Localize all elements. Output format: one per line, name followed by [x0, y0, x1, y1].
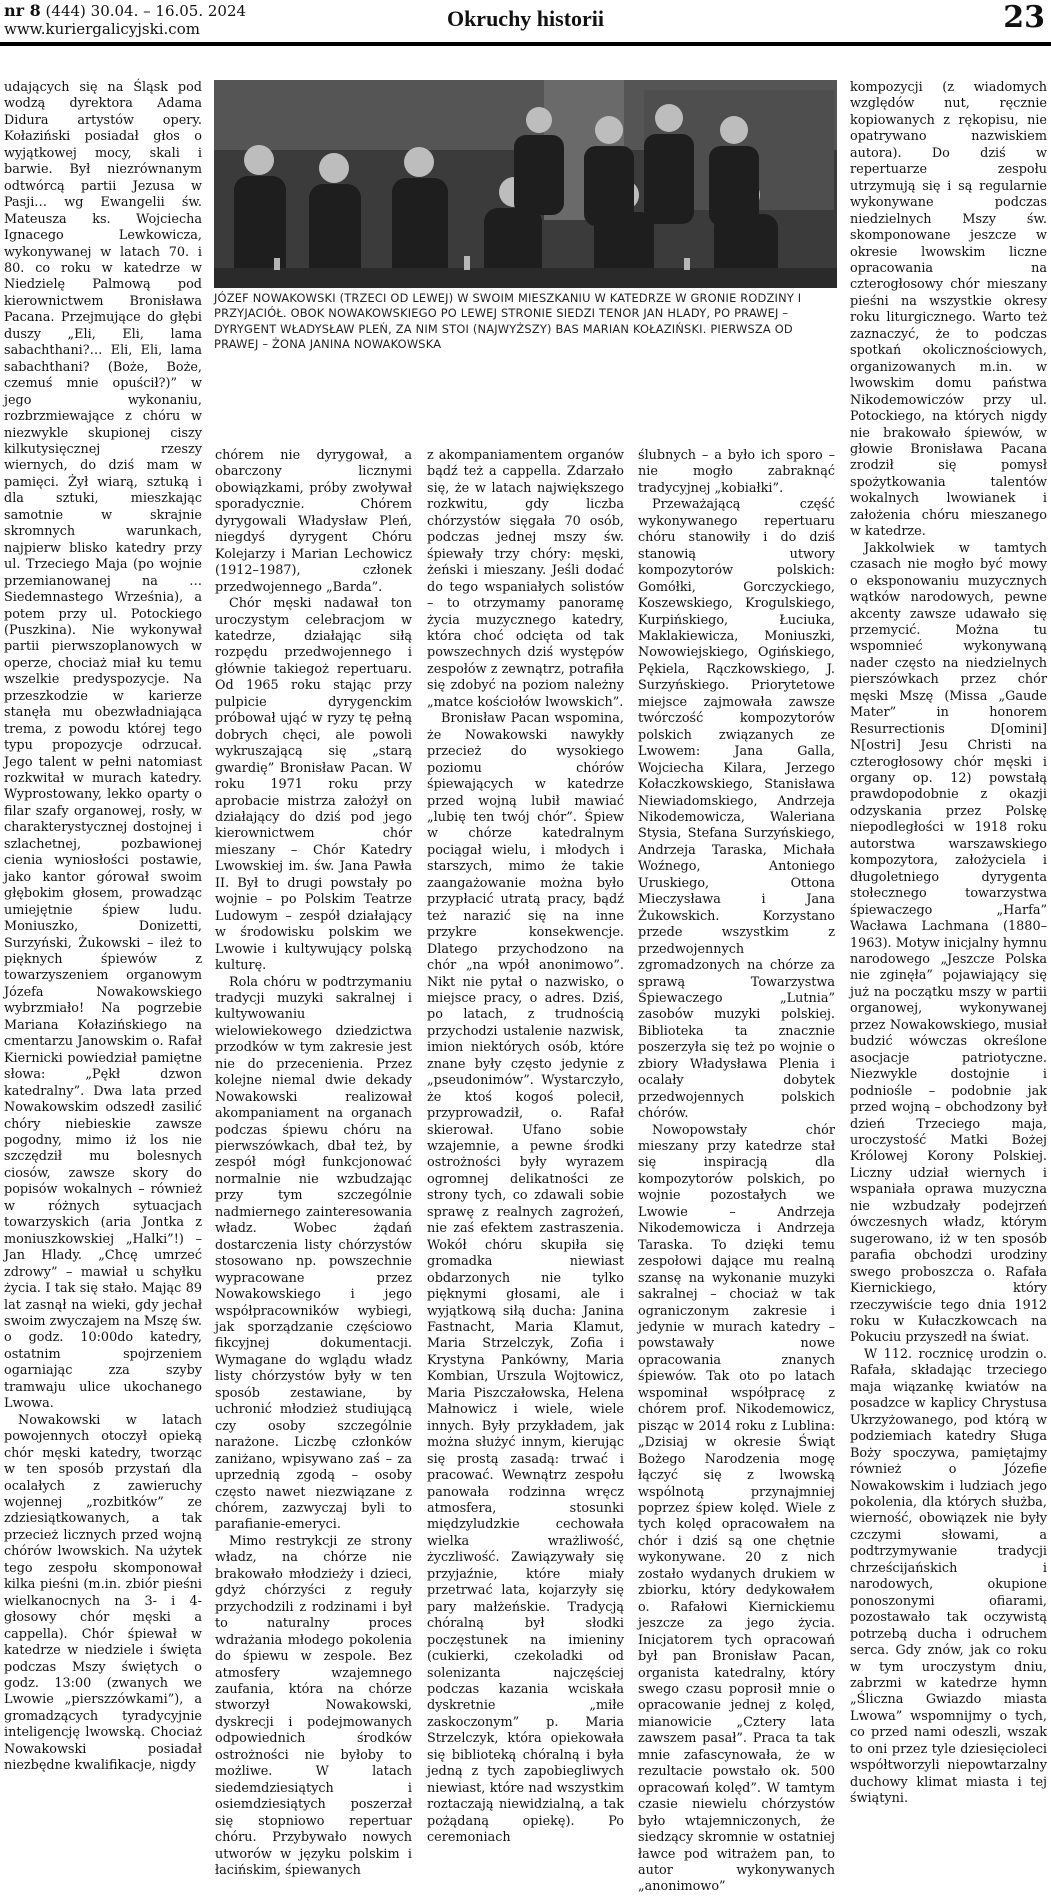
website-link[interactable]: www.kuriergalicyjski.com [4, 20, 200, 38]
section-title: Okruchy historii [446, 6, 605, 31]
article-column-3 [427, 448, 624, 1846]
article-paragraph: Jakkolwiek w tamtych czasach nie mogło być mowy o eksponowaniu muzycznych wątków narodowych, pewne akcenty zawsze udawało się przemycić. Można tu wspomnieć wykonywaną nader często na niedzielnych pierszówkach przez chór męski Mszę (Missa „Gaude Mater” in honorem Resurrectionis D[omini] N[ostri] Jesu Christi na czterogłosowy chór męski i organy op. 12) powstałą prawdopodobnie z okazji odzyskania przez Polskę niepodległości w 1918 roku autorstwa warszawskiego kompozytora, założyciela i długoletniego dyrygenta stołecznego towarzystwa śpiewaczego „Harfa” Wacława Lachmana (1880–1963). Motyw inicjalny hymnu narodowego „Jeszcze Polska nie zginęła” pojawiający się już na początku mszy w partii organowej, wykonywanej przez Nowakowskiego, musiał budzić wówczas określone asocjacje patriotyczne. Niezwykle dostojnie i podniośle – podobnie jak przed wojną – obchodzony był dzień Trzeciego maja, uroczystość Matki Bożej Królowej Korony Polskiej. Liczny udział wiernych i wspaniała oprawa muzyczna nie wzbudzały podejrzeń ówczesnych władz, którym sugerowano, iż w ten sposób parafia obchodzi urodziny swego proboszcza o. Rafała Kiernickiego, który rzeczywiście tego dnia 1912 roku w Kułaczkowcach na Pokuciu przyszedł na świat. [850, 540, 1047, 1346]
article-paragraph: ślubnych – a było ich sporo – nie mogło zabraknąć tradycyjnej „kobiałki”. [638, 448, 835, 496]
group-photo-illustration [214, 80, 837, 288]
article-paragraph: W 112. rocznicę urodzin o. Rafała, składając trzeciego maja wiązankę kwiatów na posadzce w kaplicy Chrystusa Ukrzyżowanego, pod którą w podziemiach katedry Sługa Boży spoczywa, pamiętajmy również o Józefie Nowakowskim i ludziach jego pokolenia, dla których służba, wierność, obowiązek nie były czczymi słowami, a podtrzymywanie tradycji chrześcijańskich i narodowych, okupione ponoszonymi ofiarami, pozostawało tak oczywistą potrzebą ducha i odruchem serca. Gdy znów, jak co roku w tym uroczystym dniu, zabrzmi w katedrze hymn „Śliczna Gwiazdo miasta Lwowa” wspomnijmy o tych, co przed nami odeszli, wszak to oni przez tyle dziesięcioleci współtworzyli niepowtarzalny duchowy klimat miasta i tej świątyni. [850, 1346, 1047, 1807]
header-rule [0, 42, 1051, 46]
article-paragraph: Przeważającą część wykonywanego repertuaru chóru stanowiły i do dziś stanowią utwory kompozytorów polskich: Gomółki, Gorczyckiego, Koszewskiego, Krogulskiego, Kurpińskiego, Łuciuka, Maklakiewicza, Moniuszki, Nowowiejskiego, Ogińskiego, Pękiela, Rączkowskiego, J. Surzyńskiego. Priorytetowe miejsce zajmowała zawsze twórczość kompozytorów polskich związanych ze Lwowem: Jana Galla, Wojciecha Kilara, Jerzego Kołaczkowskiego, Stanisława Niewiadomskiego, Andrzeja Nikodemowicza, Waleriana Stysia, Stefana Surzyńskiego, Andrzeja Taraska, Michała Woźnego, Antoniego Uruskiego, Ottona Mieczysława i Jana Żukowskich. Korzystano przede wszystkim z przedwojennych zgromadzonych na chórze za sprawą Towarzystwa Śpiewaczego „Lutnia” zasobów muzyki polskiej. Biblioteka ta znacznie poszerzyła się też po wojnie o zbiory Władysława Plenia i ocalały dobytek przedwojennych polskich chórów. [638, 497, 835, 1122]
article-paragraph: Rola chóru w podtrzymaniu tradycji muzyki sakralnej i kultywowaniu wielowiekowego dziedzictwa przodków w tym zakresie jest nie do przecenienia. Przez kolejne niemal dwie dekady Nowakowski realizował akompaniament na organach podczas śpiewu chóru na pierwszówkach, dbał też, by zespół mógł funkcjonować normalnie nie wzbudzając przy tym szczególnie nadmiernego zainteresowania władz. Wobec żądań dostarczenia listy chórzystów stosowano np. powszechnie wypracowane przez Nowakowskiego i jego współpracowników wybiegi, jak sporządzanie częściowo fikcyjnej dokumentacji. Wymagane do wglądu władz listy chórzystów były w ten sposób zestawiane, by uchronić młodzież studiującą czy osoby szczególnie narażone. Liczbę członków zaniżano, wpisywano zaś – za uprzednią zgodą – osoby często nawet niezwiązane z chórem, zazwyczaj byli to parafianie-emeryci. [215, 974, 412, 1533]
article-paragraph: kompozycji (z wiadomych względów nut, ręcznie kopiowanych z rękopisu, nie opatrywano nazwiskiem autora). Do dziś w repertuarze zespołu utrzymują się i są regularnie wykonywane podczas niedzielnych Mszy św. skomponowane jeszcze w okresie lwowskim liczne opracowania na czterogłosowy chór mieszany pieśni na wszystkie okresy roku liturgicznego. Warto też zaznaczyć, że to podczas spotkań okolicznościowych, organizowanych m.in. w lwowskim domu państwa Nikodemowiczów przy ul. Potockiego, na których nigdy nie brakowało śpiewów, w głowie Bronisława Pacana zrodził się pomysł spożytkowania talentów wokalnych lwowianek i założenia chóru mieszanego w katedrze. [850, 80, 1047, 540]
page-header [0, 0, 1051, 46]
article-column-1 [4, 80, 202, 1774]
article-paragraph: Chór męski nadawał ton uroczystym celebracjom w katedrze, działając siłą rozpędu przedwojennego i głównie takiegoż repertuaru. Od 1965 roku stając przy pulpicie dyrygenckim próbował ująć w ryzy tę pełną dobrych chęci, ale powoli wykruszającą się „starą gwardię” Bronisław Pacan. W roku 1971 roku przy aprobacie mistrza założył on działający do dziś pod jego kierownictwem chór mieszany – Chór Katedry Lwowskiej im. św. Jana Pawła II. Był to drugi powstały po wojnie – po Polskim Teatrze Ludowym – zespół działający w środowisku polskim we Lwowie i kultywujący polską kulturę. [215, 596, 412, 974]
photo-caption: JÓZEF NOWAKOWSKI (TRZECI OD LEWEJ) W SWOIM MIESZKANIU W KATEDRZE W GRONIE RODZINY I PRZYJACIÓŁ. OBOK NOWAKOWSKIEGO PO LEWEJ STRONIE SIEDZI TENOR JAN HLADY, PO PRAWEJ – DYRYGENT WŁADYSŁAW PLEŃ, ZA NIM STOI (NAJWYŻSZY) BAS MARIAN KOŁAZIŃSKI. PIERWSZA OD PRAWEJ – ŻONA JANINA NOWAKOWSKA [214, 291, 802, 352]
article-column-5 [850, 80, 1047, 1807]
article-paragraph: Nowakowski w latach powojennych otoczył opieką chór męski katedry, tworząc w ten sposób przystań dla ocalałych z zawieruchy wojennej „rozbitków” ze zdziesiątkowanych, a tak przecież licznych przed wojną chórów lwowskich. Na użytek tego zespołu skomponował kilka pieśni (m.in. zbiór pieśni wielkanocnych na 3- i 4-głosowy chór męski a cappella). Chór śpiewał w katedrze w niedziele i święta podczas Mszy świętych o godz. 13:00 (zwanych we Lwowie „pierszzówkami”), a gromadzących tyradycyjnie inteligencję lwowską. Chociaż Nowakowski posiadał niezbędne kwalifikacje, nigdy [4, 1412, 202, 1774]
issue-number: nr 8 [4, 1, 41, 20]
page-number: 23 [1003, 0, 1045, 35]
article-paragraph: z akompaniamentem organów bądź też a cappella. Zdarzało się, że w latach największego rozkwitu, gdy liczba chórzystów sięgała 70 osób, podczas jednej mszy św. śpiewały trzy chóry: męski, żeński i mieszany. Jeśli dodać do tego wspaniałych solistów – to otrzymamy panoramę życia muzycznego katedry, która choć odcięta od tak powszechnych dziś występów zespołów z zewnątrz, potrafiła się zdobyć na poziom należny „matce kościołów lwowskich”. [427, 448, 624, 710]
article-paragraph: Mimo restrykcji ze strony władz, na chórze nie brakowało młodzieży i dzieci, gdyż chórzyści z reguły przychodzili z rodzinami i był to naturalny proces wdrażania młodego pokolenia do śpiewu w zespole. Bez atmosfery wzajemnego zaufania, która na chórze stworzył Nowakowski, dyskrecji i podejmowanych odpowiednich środków ostrożności nie byłoby to możliwe. W latach siedemdziesiątych i osiemdziesiątych poszerzał się stopniowo repertuar chóru. Przybywało nowych utworów w języku polskim i łacińskim, śpiewanych [215, 1533, 412, 1878]
article-paragraph: Bronisław Pacan wspomina, że Nowakowski nawykły przecież do wysokiego poziomu chórów śpiewających w katedrze przed wojną lubił mawiać „lubię ten twój chór”. Śpiew w chórze katedralnym pociągał wielu, i młodych i starszych, mimo że takie zaangażowanie można było przypłacić utratą pracy, bądź też narazić się na inne przykre konsekwencje. Dlatego przychodzono na chór „na wpół anonimowo”. Nikt nie pytał o nazwisko, o miejsce pracy, o adres. Dziś, po latach, z trudnością przychodzi ustalenie nazwisk, imion niektórych osób, które znane były często jedynie z „pseudonimów”. Wystarczyło, że ktoś kogoś polecił, przyprowadził, o. Rafał skierował. Ufano sobie wzajemnie, a pewne środki ostrożności były wyrazem ogromnej delikatności ze strony tych, co zdawali sobie sprawę z realnych zagrożeń, nie zaś efektem zastraszenia. Wokół chóru skupiła się gromadka niewiast obdarzonych nie tylko pięknymi głosami, ale i wyjątkową siłą ducha: Janina Fastnacht, Maria Klamut, Maria Strzelczyk, Zofia i Krystyna Pankówny, Maria Kombian, Urszula Wojtowicz, Maria Piszczałowska, Helena Małnowicz i wiele, wiele innych. Były przykładem, jak można służyć innym, kierując się prostą zasadą: trwać i pracować. Wewnątrz zespołu panowała rodzinna wręcz atmosfera, stosunki międzyludzkie cechowała wielka wrażliwość, życzliwość. Zawiązywały się przyjaźnie, które miały przetrwać lata, kojarzyły się pary małżeńskie. Tradycją chóralną był słodki poczęstunek na imieniny (cukierki, czekoladki od solenizanta najczęściej podczas kazania wciskała dyskretnie „miłe zaskoczonym” p. Maria Strzelczyk, która opiekowała się biblioteką chóralną i była jedną z tych zapobiegliwych niewiast, które nad wszystkim roztaczają niewidzialną, a tak pożądaną opiekę). Po ceremoniach [427, 711, 624, 1846]
article-column-2 [215, 448, 412, 1878]
group-photo [214, 80, 837, 288]
article-paragraph: chórem nie dyrygował, a obarczony licznymi obowiązkami, próby zwoływał sporadycznie. Chórem dyrygowali Władysław Pleń, niegdyś dyrygent Chóru Kolejarzy i Marian Lechowicz (1912–1987), członek przedwojennego „Barda”. [215, 448, 412, 595]
article-paragraph: udających się na Śląsk pod wodzą dyrektora Adama Didura artystów opery. Kołaziński posiadał głos o wyjątkowej mocy, skali i barwie. Był niezrównanym odtwórcą partii Jezusa w Pasji… wg Ewangelii św. Mateusza ks. Wojciecha Ignacego Lewkowicza, wykonywanej w latach 70. i 80. co roku w katedrze w Niedzielę Palmową pod kierownictwem Bronisława Pacana. Przejmujące do głębi duszy „Eli, Eli, lama sabachthani?… Eli, Eli, lama sabachthani? (Boże, Boże, czemuś mnie opuścił?)” w jego wykonaniu, rozbrzmiewające z chóru w niezwykle skupionej ciszy kilkutysięcznej rzeszy wiernych, do dziś mam w pamięci. Żył wiarą, sztuką i dla sztuki, mieszkając samotnie w skrajnie skromnych warunkach, najpierw blisko katedry przy ul. Trzeciego Maja (po wojnie przemianowanej na … Siedemnastego Września), a potem przy ul. Potockiego (Puszkina). Nie wykonywał partii pierwszoplanowych w operze, chociaż miał ku temu wszelkie predyspozycje. Na przeszkodzie w karierze stanęła mu obezwładniająca trema, z powodu której tego typu propozycje odrzucał. Jego talent w pełni natomiast rozkwitał w murach katedry. Wyprostowany, lekko oparty o filar szafy organowej, rosły, w charakterystycznej dostojnej i szlachetnej, pozbawionej cienia wyniosłości postawie, jako kantor górował swoim głębokim głosem, prowadząc umiejętnie śpiew ludu. Moniuszko, Donizetti, Surzyński, Żukowski – ileż to pięknych śpiewów z towarzyszeniem organowym Józefa Nowakowskiego wybrzmiało! Na pogrzebie Mariana Kołazińskiego na cmentarzu Janowskim o. Rafał Kiernicki powiedział pamiętne słowa: „Pękł dzwon katedralny”. Dwa lata przed Nowakowskim odszedł zasilić chóry niebieskie zawsze pogodny, mimo iż los nie szczędził mu bolesnych ciosów, zawsze skory do popisów wokalnych – również w różnych sytuacjach towarzyskich (aria Jontka z moniuszkowskiej „Halki”!) – Jan Hlady. „Chcę umrzeć zdrowy” – mawiał u schyłku życia. I tak się stało. Mając 89 lat zasnął na wieki, gdy jechał swoim zwyczajem na Mszę św. o godz. 10:00do katedry, ostatnim spojrzeniem ogarniając zza szyby tramwaju ulice ukochanego Lwowa. [4, 80, 202, 1412]
article-paragraph: Nowopowstały chór mieszany przy katedrze stał się inspiracją dla kompozytorów polskich, po wojnie pozostałych we Lwowie – Andrzeja Nikodemowicza i Andrzeja Taraska. To dzięki temu zespołowi dające mu realną szansę na wykonanie muzyki sakralnej – chociaż w tak ograniczonym zakresie i jedynie w murach katedry – powstawały nowe opracowania znanych śpiewów. Tak oto po latach wspominał współpracę z chórem prof. Nikodemowicz, pisząc w 2014 roku z Lublina: „Dzisiaj w okresie Świąt Bożego Narodzenia mogę łączyć się z lwowską wspólnotą przynajmniej poprzez śpiew kolęd. Wiele z tych kolęd opracowałem na chór i dziś są one chętnie wykonywane. 20 z nich zostało wydanych drukiem w zbiorku, który dedykowałem o. Rafałowi Kiernickiemu jeszcze za jego życia. Inicjatorem tych opracowań był pan Bronisław Pacan, organista katedralny, który swego czasu poprosił mnie o opracowanie jednej z kolęd, mianowicie „Cztery lata zawszem pasał”. Praca ta tak mnie zafascynowała, że w rezultacie powstało ok. 500 opracowań kolęd”. W tamtym czasie niewielu chórzystów było wtajemniczonych, że siedzący skromnie w ostatniej ławce pod witrażem pan, to autor wykonywanych „anonimowo” [638, 1122, 835, 1895]
issue-dates: (444) 30.04. – 16.05. 2024 [45, 2, 247, 20]
article-column-4 [638, 448, 835, 1895]
